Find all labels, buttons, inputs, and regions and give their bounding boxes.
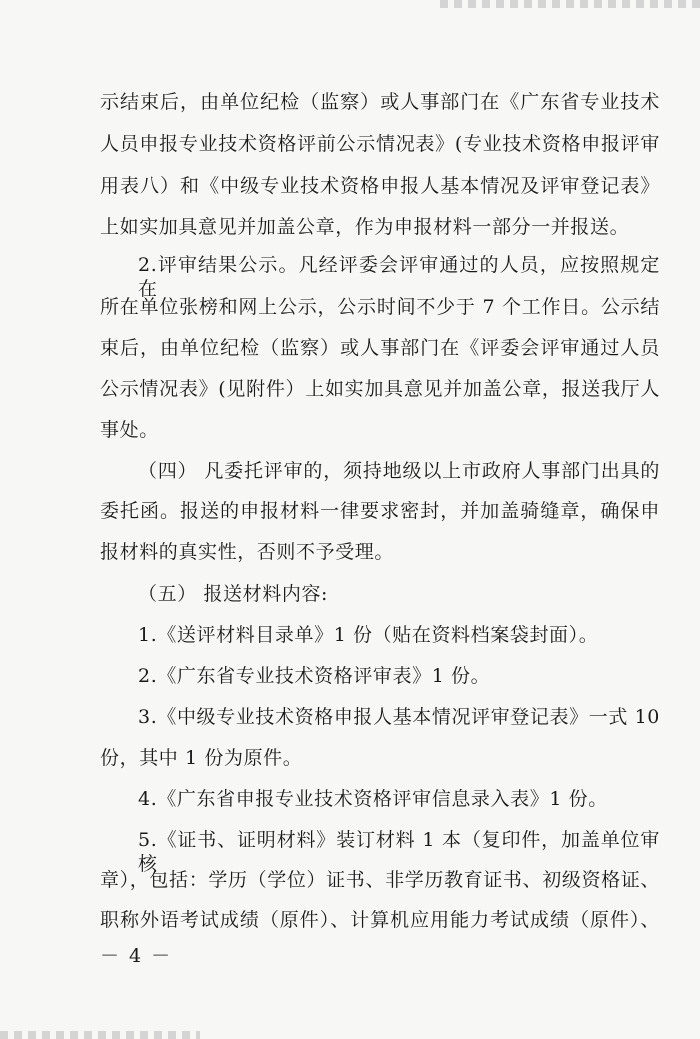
- text-line-12: 报材料的真实性，否则不予受理。: [100, 541, 395, 563]
- text-line-16: 3.《中级专业技术资格申报人基本情况评审登记表》一式 10: [138, 706, 660, 728]
- text-line-6: 所在单位张榜和网上公示，公示时间不少于 7 个工作日。公示结: [100, 296, 660, 318]
- text-line-9: 事处。: [100, 419, 159, 441]
- text-line-4: 上如实加具意见并加盖公章，作为申报材料一部分一并报送。: [100, 216, 630, 238]
- text-line-18: 4.《广东省申报专业技术资格评审信息录入表》1 份。: [138, 788, 608, 810]
- text-line-19: 5.《证书、证明材料》装订材料 1 本（复印件，加盖单位审核: [138, 829, 660, 875]
- text-line-21: 职称外语考试成绩（原件）、计算机应用能力考试成绩（原件）、: [100, 909, 660, 931]
- text-line-14: 1.《送评材料目录单》1 份（贴在资料档案袋封面）。: [138, 624, 599, 646]
- text-line-5: 2.评审结果公示。凡经评委会评审通过的人员，应按照规定在: [138, 254, 660, 300]
- text-line-7: 束后，由单位纪检（监察）或人事部门在《评委会评审通过人员: [100, 337, 660, 359]
- text-line-3: 用表八）和《中级专业技术资格申报人基本情况及评审登记表》: [100, 175, 660, 197]
- text-line-20: 章），包括：学历（学位）证书、非学历教育证书、初级资格证、: [100, 869, 660, 891]
- scan-artifact-top: [440, 0, 700, 8]
- text-line-1: 示结束后，由单位纪检（监察）或人事部门在《广东省专业技术: [100, 91, 660, 113]
- page-number: － 4 －: [100, 945, 173, 967]
- text-line-11: 委托函。报送的申报材料一律要求密封，并加盖骑缝章，确保申: [100, 500, 660, 522]
- text-line-10: （四） 凡委托评审的，须持地级以上市政府人事部门出具的: [138, 460, 660, 482]
- text-line-13: （五） 报送材料内容:: [138, 583, 329, 605]
- text-line-8: 公示情况表》(见附件）上如实加具意见并加盖公章，报送我厅人: [100, 378, 660, 400]
- text-line-2: 人员申报专业技术资格评前公示情况表》(专业技术资格申报评审: [100, 133, 660, 155]
- text-line-17: 份，其中 1 份为原件。: [100, 747, 303, 769]
- text-line-15: 2.《广东省专业技术资格评审表》1 份。: [138, 665, 491, 687]
- scan-artifact-bottom: [0, 1031, 200, 1039]
